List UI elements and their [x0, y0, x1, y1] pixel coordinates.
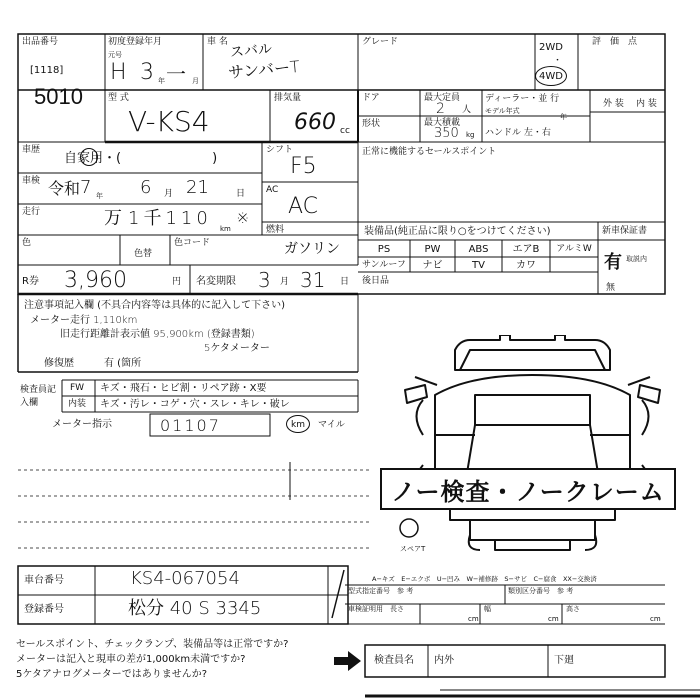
legend-fw-text: キズ・飛石・ヒビ割・リペア跡・X要: [100, 383, 267, 394]
first-reg-label: 初度登録年月: [108, 37, 163, 47]
model-desig-label: 型式指定番号 参 考: [348, 587, 414, 595]
notes-line1: メーター走行 1,110km: [30, 315, 138, 326]
equip-pw: PW: [424, 244, 441, 255]
no-inspection-stamp: [380, 468, 676, 510]
inspection-month: 6: [140, 177, 152, 198]
type-label: 型 式: [108, 93, 129, 103]
arrow-right-icon: [334, 651, 362, 671]
chassis-label: 車台番号: [24, 575, 64, 586]
load-label: 最大積載: [424, 118, 461, 128]
drive-2wd: 2WD: [539, 42, 563, 53]
inspection-year-unit: 年: [96, 192, 103, 200]
notes-line3: 5ケタメーター: [204, 343, 270, 354]
lot-number: 5010: [34, 84, 83, 109]
door-label: ドア: [362, 93, 380, 103]
damage-legend: A−キズ E−エクボ U−凹み W−補修跡 S−サビ C−腐食 XX−交換済: [372, 575, 597, 583]
equip-sunroof: サンルーフ: [362, 260, 406, 270]
load-unit: kg: [466, 131, 475, 139]
footer-lower: 下廻: [554, 655, 574, 666]
mileage-mark: ※: [236, 208, 250, 227]
lot-code: [1118]: [30, 65, 64, 76]
handle-label: ハンドル 左・右: [485, 128, 551, 138]
inspection-label: 車検: [22, 176, 41, 186]
equip-airbag: エアB: [512, 244, 540, 255]
car-model: サンバーT: [227, 56, 301, 83]
notes-line2: 旧走行距離計表示値 95,900km (登録書類): [60, 329, 255, 340]
reg-label: 登録番号: [24, 604, 64, 615]
legend-fw: FW: [70, 383, 85, 393]
car-maker: スバル: [229, 41, 273, 61]
rating-label: 評 価 点: [592, 37, 638, 47]
inspector-label: 検査員記入欄: [20, 385, 57, 408]
warranty-inner: 取説内: [626, 255, 647, 263]
meter-mile: マイル: [318, 420, 345, 430]
interior-label: 内 装: [636, 99, 657, 109]
first-reg-year-unit: 年: [158, 77, 165, 85]
recycle-unit: 円: [172, 277, 182, 287]
inspection-day-unit: 日: [236, 189, 246, 199]
width-label: 幅: [484, 605, 491, 613]
footer-q3: 5ケタアナログメーターではありませんか?: [16, 669, 208, 680]
car-damage-diagram: [395, 335, 670, 555]
meter-km-circle: [286, 415, 310, 433]
equip-ps: PS: [377, 244, 391, 255]
shift-value: F5: [290, 154, 317, 179]
capacity-label: 最大定員: [424, 93, 461, 103]
width-unit: cm: [548, 615, 559, 623]
expiry-day: 31: [300, 268, 326, 292]
chassis-value: KS4-067054: [130, 568, 240, 589]
inspection-month-unit: 月: [164, 189, 174, 199]
height-label: 高さ: [566, 605, 580, 613]
expiry-label: 名変期限: [196, 276, 236, 287]
mileage-value: 1千110: [128, 208, 212, 229]
expiry-month-unit: 月: [280, 277, 290, 287]
equip-tv: TV: [472, 260, 485, 271]
equip-leather: カワ: [516, 260, 536, 271]
expiry-month: 3: [258, 268, 271, 292]
grade-label: グレード: [362, 37, 399, 47]
model-year-label: モデル年式: [485, 107, 520, 115]
mileage-unit: km: [220, 225, 231, 233]
first-reg-month-unit: 月: [192, 77, 199, 85]
selling-points-label: 正常に機能するセールスポイント: [362, 147, 497, 157]
footer-q2: メーターは記入と現車の差が1,000km未満ですか?: [16, 654, 246, 665]
history-value: 自家用・( ): [64, 151, 218, 166]
fuel-label: 燃料: [266, 225, 285, 235]
repair-label: 修復歴: [44, 358, 74, 369]
warranty-yes: 有: [604, 252, 622, 273]
warranty-label: 新車保証書: [602, 226, 648, 236]
meter-km: km: [291, 420, 305, 430]
drive-4wd-circle: [535, 66, 567, 86]
first-reg-era: H: [110, 60, 127, 85]
history-private-circle: [80, 148, 98, 166]
shift-label: シフト: [266, 145, 294, 155]
expiry-day-unit: 日: [340, 277, 350, 287]
notes-label: 注意事項記入欄 (不具合内容等は具体的に記入して下さい): [24, 300, 285, 311]
footer-inout: 内外: [434, 655, 454, 666]
equipment-label: 装備品(純正品に限り○をつけてください): [364, 226, 551, 237]
first-reg-month: 一: [166, 62, 186, 86]
color-label: 色: [22, 238, 32, 248]
capacity-value: 2: [436, 101, 445, 117]
displacement-label: 排気量: [274, 93, 302, 103]
class-label: 類別区分番号 参 考: [508, 587, 574, 595]
displacement-value: 660: [294, 110, 336, 135]
meter-value: 01107: [160, 416, 221, 435]
model-year-unit: 年: [560, 113, 567, 121]
dealer-label: ディーラー・並 行: [485, 94, 560, 104]
cert-label: 車検証明用 長さ: [348, 605, 404, 613]
meter-label: メーター指示: [52, 419, 112, 430]
mileage-man: 万: [104, 208, 122, 229]
cert-length-unit: cm: [468, 615, 479, 623]
drive-4wd: 4WD: [539, 71, 563, 82]
mileage-label: 走行: [22, 207, 41, 217]
legend-int-text: キズ・汚レ・コゲ・穴・スレ・キレ・破レ: [100, 399, 290, 410]
shape-label: 形状: [362, 119, 381, 129]
height-unit: cm: [650, 615, 661, 623]
recycle-value: 3,960: [64, 268, 127, 293]
color-change-label: 色替: [134, 249, 153, 259]
inspection-year: 7: [80, 177, 92, 198]
legend-int: 内装: [68, 399, 87, 409]
warranty-none: 無: [606, 283, 616, 293]
history-label: 車歴: [22, 145, 41, 155]
equip-navi: ナビ: [422, 260, 443, 271]
spare-label: スペアT: [400, 545, 426, 553]
recycle-label: R券: [22, 276, 39, 287]
footer-q1: セールスポイント、チェックランプ、装備品等は正常ですか?: [16, 639, 289, 650]
lot-label: 出品番号: [22, 37, 59, 47]
rear-seat-label: 後日品: [362, 276, 390, 286]
inspection-day: 21: [186, 177, 209, 198]
first-reg-year: 3: [140, 60, 154, 85]
capacity-unit: 人: [462, 105, 472, 115]
type-value: V-KS4: [128, 105, 210, 138]
equip-abs: ABS: [468, 244, 489, 255]
stamp-text: ノー検査・ノークレーム: [391, 477, 665, 506]
ac-value: AC: [288, 194, 319, 219]
spare-tire-icon: [400, 519, 418, 537]
displacement-unit: cc: [340, 126, 350, 136]
repair-value: 有 (箇所: [104, 358, 142, 369]
car-name-label: 車 名: [207, 37, 228, 47]
inspection-era: 令和: [48, 179, 81, 198]
ac-label: AC: [266, 185, 279, 195]
load-value: 350: [434, 126, 459, 141]
equip-alloy: アルミW: [556, 244, 592, 254]
check-slash-mark: [328, 568, 348, 622]
exterior-label: 外 装: [603, 99, 624, 109]
footer-inspector: 検査員名: [374, 655, 414, 666]
reg-value: 松分 40 S 3345: [128, 598, 262, 619]
fuel-value: ガソリン: [284, 241, 340, 257]
first-reg-gengo: 元号: [108, 51, 122, 59]
color-code-label: 色コード: [174, 238, 211, 248]
